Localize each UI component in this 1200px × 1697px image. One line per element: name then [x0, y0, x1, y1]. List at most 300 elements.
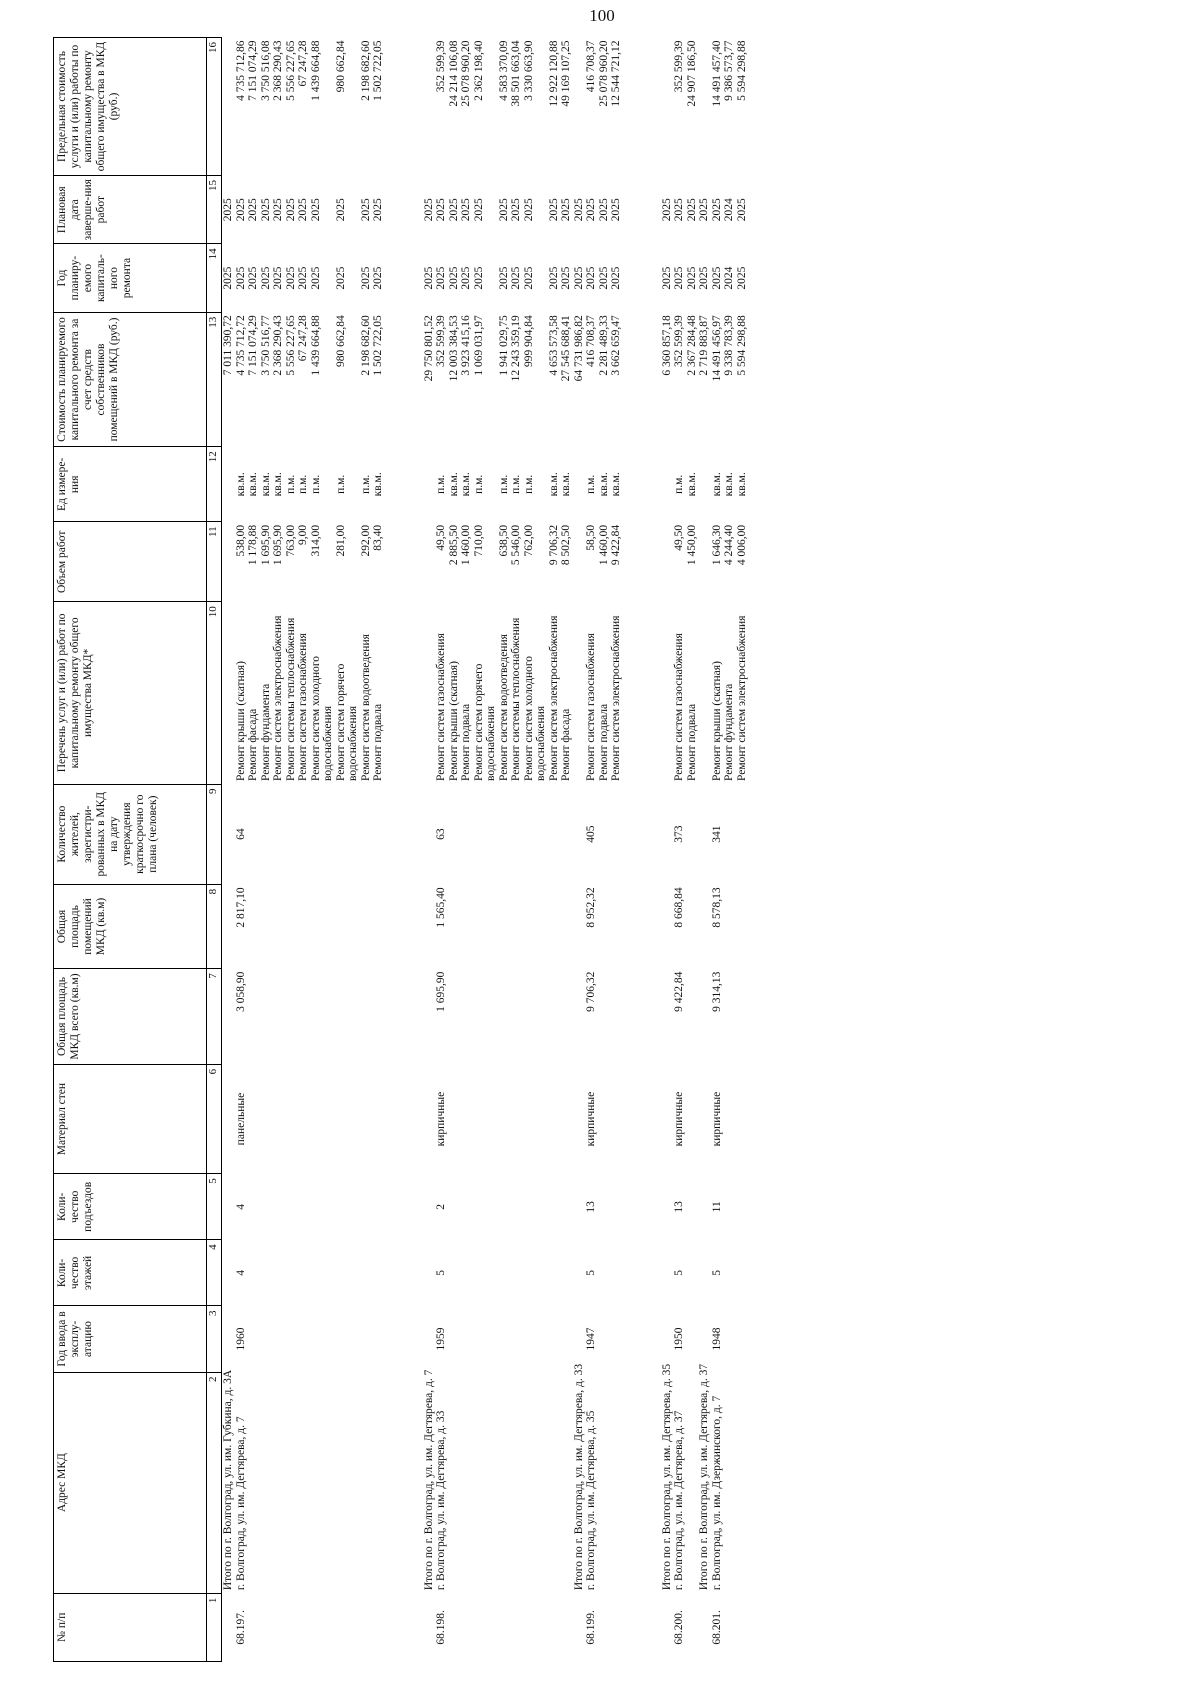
row-number — [335, 1593, 360, 1661]
residents-cell — [448, 784, 461, 884]
entrances-cell — [523, 1174, 548, 1240]
column-header: Материал стен — [54, 1064, 207, 1173]
year-built-cell: 1948 — [710, 1327, 723, 1351]
floors-cell — [448, 1240, 461, 1306]
column-header: Объем работ — [54, 522, 207, 602]
total-row — [423, 38, 436, 1662]
planned-cost-cell: 2 719 883,87 — [698, 315, 710, 376]
total-area-cell — [372, 969, 385, 1065]
rooms-area-cell — [247, 884, 260, 968]
rooms-area-cell: 8 952,32 — [585, 887, 597, 928]
floors-cell — [698, 1240, 711, 1306]
entrances-cell — [473, 1174, 498, 1240]
entrances-cell: 13 — [585, 1201, 597, 1213]
completion-year-cell: 2025 — [435, 198, 447, 222]
work-volume-cell — [423, 522, 436, 602]
wall-material-cell — [598, 1064, 611, 1173]
year-built-cell — [610, 1306, 623, 1372]
address-cell — [372, 1372, 385, 1593]
unit-cell: п.м. — [497, 474, 510, 494]
address-cell: г. Волгоград, ул. им. Дегтярева, д. 33 — [435, 1410, 447, 1591]
limit-cost-cell: 14 491 457,40 — [710, 40, 723, 107]
unit-cell: кв.м. — [547, 472, 560, 497]
completion-year-cell: 2025 — [309, 198, 322, 222]
row-number — [573, 1593, 586, 1661]
floors-cell — [247, 1240, 260, 1306]
floors-cell — [736, 1240, 749, 1306]
work-volume-cell: 49,50 — [435, 524, 447, 551]
column-header: Год ввода в эксплу-атацию — [54, 1306, 207, 1372]
work-type-cell: Ремонт системы теплоснабжения — [510, 617, 522, 782]
wall-material-cell — [260, 1064, 273, 1173]
entrances-cell — [460, 1174, 473, 1240]
work-volume-cell: 281,00 — [334, 524, 347, 557]
planned-year-cell: 2025 — [585, 266, 597, 290]
column-number: 7 — [207, 969, 222, 1065]
unit-cell: п.м. — [334, 474, 347, 494]
floors-cell: 5 — [710, 1270, 723, 1276]
planned-cost-cell: 3 662 659,47 — [610, 315, 622, 376]
total-area-cell: 1 695,90 — [435, 971, 447, 1012]
row-number — [498, 1593, 511, 1661]
rooms-area-cell — [723, 884, 736, 968]
total-area-cell — [661, 969, 674, 1065]
work-volume-cell: 9 706,32 — [547, 524, 560, 566]
wall-material-cell: кирпичные — [673, 1091, 685, 1147]
year-built-cell — [335, 1306, 360, 1372]
rooms-area-cell — [736, 884, 749, 968]
total-area-cell — [523, 969, 548, 1065]
planned-cost-cell: 2 281 489,33 — [597, 315, 610, 376]
year-built-cell — [573, 1306, 586, 1372]
spacer-row — [623, 38, 661, 1662]
work-volume-cell: 2 885,50 — [447, 524, 460, 566]
wall-material-cell — [473, 1064, 498, 1173]
unit-cell: п.м. — [297, 474, 309, 494]
planned-cost-cell: 2 198 682,60 — [359, 315, 372, 376]
residents-cell — [460, 784, 473, 884]
total-area-cell — [297, 969, 310, 1065]
row-number — [448, 1593, 461, 1661]
work-type-cell: Ремонт систем газоснабжения — [673, 633, 685, 782]
work-type-cell — [698, 602, 711, 784]
work-volume-cell: 83,40 — [372, 524, 384, 551]
wall-material-cell — [372, 1064, 385, 1173]
entrances-cell — [723, 1174, 736, 1240]
total-area-cell — [260, 969, 273, 1065]
completion-year-cell: 2025 — [284, 198, 297, 222]
column-header: Плановая дата заверше-ния работ — [54, 176, 207, 244]
year-built-cell — [723, 1306, 736, 1372]
wall-material-cell — [510, 1064, 523, 1173]
completion-year-cell: 2025 — [247, 198, 259, 222]
column-number: 8 — [207, 884, 222, 968]
work-volume-cell: 292,00 — [359, 524, 372, 557]
completion-year-cell: 2025 — [585, 198, 597, 222]
row-number — [661, 1593, 674, 1661]
wall-material-cell — [698, 1064, 711, 1173]
entrances-cell — [423, 1174, 436, 1240]
planned-cost-cell: 12 003 384,53 — [447, 315, 460, 382]
work-volume-cell: 638,50 — [497, 524, 510, 557]
limit-cost-cell: 352 599,39 — [435, 40, 447, 93]
row-number — [598, 1593, 611, 1661]
work-type-cell — [222, 602, 235, 784]
row-number — [610, 1593, 623, 1661]
entrances-cell — [360, 1174, 373, 1240]
planned-year-cell: 2025 — [685, 266, 698, 290]
completion-year-cell: 2025 — [522, 198, 535, 222]
address-cell — [310, 1372, 335, 1593]
wall-material-cell: кирпичные — [435, 1091, 447, 1147]
wall-material-cell — [686, 1064, 699, 1173]
floors-cell — [510, 1240, 523, 1306]
year-built-cell — [661, 1306, 674, 1372]
address-cell — [247, 1372, 260, 1593]
unit-cell — [573, 447, 586, 522]
year-built-cell — [372, 1306, 385, 1372]
planned-cost-cell: 352 599,39 — [435, 315, 447, 367]
limit-cost-cell: 4 583 370,09 — [497, 40, 510, 101]
planned-cost-cell: 4 653 573,58 — [547, 315, 560, 376]
row-number — [473, 1593, 498, 1661]
year-built-cell: 1950 — [673, 1327, 685, 1351]
unit-cell: кв.м. — [723, 472, 735, 497]
row-number — [560, 1593, 573, 1661]
table-row — [585, 38, 598, 1662]
residents-cell: 373 — [673, 825, 685, 843]
total-area-cell: 9 422,84 — [673, 971, 685, 1012]
column-header: Коли-чество этажей — [54, 1240, 207, 1306]
table-row — [297, 38, 310, 1662]
residents-cell — [260, 784, 273, 884]
entrances-cell — [285, 1174, 298, 1240]
entrances-cell — [335, 1174, 360, 1240]
wall-material-cell — [423, 1064, 436, 1173]
completion-year-cell: 2025 — [673, 198, 685, 222]
total-area-cell — [335, 969, 360, 1065]
limit-cost-cell: 416 708,37 — [585, 40, 597, 93]
residents-cell — [548, 784, 561, 884]
column-header: № п/п — [54, 1593, 207, 1661]
total-area-cell — [498, 969, 511, 1065]
wall-material-cell: кирпичные — [710, 1091, 723, 1147]
completion-year-cell: 2025 — [297, 198, 309, 222]
work-volume-cell: 4 006,00 — [735, 524, 748, 566]
floors-cell — [285, 1240, 298, 1306]
residents-cell — [610, 784, 623, 884]
residents-cell — [560, 784, 573, 884]
residents-cell — [272, 784, 285, 884]
unit-cell: кв.м. — [234, 472, 247, 497]
column-number: 10 — [207, 602, 222, 784]
year-built-cell — [260, 1306, 273, 1372]
year-built-cell — [548, 1306, 561, 1372]
residents-cell — [372, 784, 385, 884]
year-built-cell — [598, 1306, 611, 1372]
completion-year-cell: 2025 — [497, 198, 510, 222]
floors-cell — [548, 1240, 561, 1306]
planned-year-cell: 2025 — [510, 266, 522, 290]
year-built-cell — [523, 1306, 548, 1372]
floors-cell — [260, 1240, 273, 1306]
floors-cell: 4 — [234, 1270, 247, 1276]
column-number: 16 — [207, 38, 222, 176]
total-area-cell — [247, 969, 260, 1065]
address-cell — [560, 1372, 573, 1593]
planned-cost-cell: 9 338 783,39 — [723, 315, 735, 376]
total-area-cell — [423, 969, 436, 1065]
work-type-cell: Ремонт систем газоснабжения — [435, 633, 447, 782]
planned-year-cell: 2025 — [673, 266, 685, 290]
floors-cell — [297, 1240, 310, 1306]
completion-year-cell: 2025 — [359, 198, 372, 222]
row-number — [272, 1593, 285, 1661]
unit-cell: кв.м. — [247, 472, 259, 497]
year-built-cell — [247, 1306, 260, 1372]
planned-year-cell: 2025 — [222, 266, 234, 290]
limit-cost-cell: 25 078 960,20 — [597, 40, 610, 107]
year-built-cell — [310, 1306, 335, 1372]
total-area-cell: 9 314,13 — [710, 971, 723, 1012]
row-number — [686, 1593, 699, 1661]
work-type-cell: Ремонт фасада — [247, 708, 259, 782]
year-built-cell: 1959 — [435, 1327, 447, 1351]
entrances-cell — [698, 1174, 711, 1240]
planned-cost-cell: 2 368 290,43 — [272, 315, 284, 376]
work-volume-cell: 58,50 — [585, 524, 597, 551]
column-number: 15 — [207, 176, 222, 244]
floors-cell — [560, 1240, 573, 1306]
entrances-cell — [548, 1174, 561, 1240]
total-area-cell — [272, 969, 285, 1065]
planned-year-cell: 2025 — [497, 266, 510, 290]
total-area-cell — [360, 969, 373, 1065]
entrances-cell — [372, 1174, 385, 1240]
unit-cell: п.м. — [284, 474, 297, 494]
completion-year-cell: 2025 — [422, 198, 435, 222]
residents-cell — [736, 784, 749, 884]
rooms-area-cell — [473, 884, 498, 968]
work-type-cell: Ремонт систем водоотведения — [497, 634, 510, 782]
wall-material-cell — [573, 1064, 586, 1173]
row-number — [723, 1593, 736, 1661]
planned-cost-cell: 3 750 516,77 — [259, 315, 272, 376]
address-cell — [598, 1372, 611, 1593]
table-row — [560, 38, 573, 1662]
year-built-cell — [698, 1306, 711, 1372]
residents-cell — [510, 784, 523, 884]
table-row — [285, 38, 298, 1662]
total-area-cell — [698, 969, 711, 1065]
limit-cost-cell: 38 501 663,04 — [510, 40, 522, 107]
limit-cost-cell: 24 907 186,50 — [685, 40, 698, 107]
unit-cell: кв.м. — [372, 472, 384, 497]
rooms-area-cell: 8 668,84 — [673, 887, 685, 928]
planned-year-cell: 2025 — [660, 266, 673, 290]
planned-year-cell: 2025 — [522, 266, 535, 290]
limit-cost-cell: 3 750 516,08 — [259, 40, 272, 101]
work-volume-cell: 49,50 — [673, 524, 685, 551]
entrances-cell: 13 — [673, 1201, 685, 1213]
completion-year-cell: 2025 — [447, 198, 460, 222]
rooms-area-cell — [222, 884, 235, 968]
column-number: 5 — [207, 1174, 222, 1240]
rooms-area-cell — [423, 884, 436, 968]
completion-year-cell: 2025 — [372, 198, 384, 222]
work-volume-cell: 538,00 — [234, 524, 247, 557]
planned-cost-cell: 999 904,84 — [522, 315, 535, 367]
work-volume-cell: 1 178,88 — [247, 524, 259, 566]
floors-cell — [661, 1240, 674, 1306]
wall-material-cell — [460, 1064, 473, 1173]
unit-cell: кв.м. — [735, 472, 748, 497]
column-header: Ед измере-ния — [54, 447, 207, 522]
residents-cell — [247, 784, 260, 884]
unit-cell: п.м. — [510, 474, 522, 494]
address-cell: Итого по г. Волгоград, ул. им. Дегтярева, д. 37 — [698, 1363, 710, 1591]
planned-year-cell: 2025 — [309, 266, 322, 290]
total-area-cell — [686, 969, 699, 1065]
floors-cell — [686, 1240, 699, 1306]
work-type-cell: Ремонт систем водоотведения — [359, 634, 372, 782]
total-area-cell — [285, 969, 298, 1065]
table-row — [260, 38, 273, 1662]
planned-year-cell: 2025 — [334, 266, 347, 290]
wall-material-cell — [360, 1064, 373, 1173]
residents-cell — [723, 784, 736, 884]
total-area-cell — [310, 969, 335, 1065]
floors-cell — [310, 1240, 335, 1306]
unit-cell: кв.м. — [610, 472, 622, 497]
planned-year-cell: 2025 — [259, 266, 272, 290]
work-type-cell: Ремонт фундамента — [259, 683, 272, 782]
work-type-cell: Ремонт систем холодного водоснабжения — [309, 655, 334, 782]
total-area-cell — [473, 969, 498, 1065]
rooms-area-cell: 8 578,13 — [710, 887, 723, 928]
row-number — [523, 1593, 548, 1661]
total-area-cell — [573, 969, 586, 1065]
residents-cell — [360, 784, 373, 884]
address-cell — [686, 1372, 699, 1593]
work-volume-cell — [698, 522, 711, 602]
address-cell: г. Волгоград, ул. им. Дегтярева, д. 7 — [234, 1416, 247, 1591]
row-number — [736, 1593, 749, 1661]
completion-year-cell: 2025 — [597, 198, 610, 222]
column-number: 13 — [207, 312, 222, 446]
wall-material-cell — [736, 1064, 749, 1173]
total-area-cell — [510, 969, 523, 1065]
work-type-cell — [661, 602, 674, 784]
total-area-cell — [460, 969, 473, 1065]
spacer-cell — [623, 38, 661, 1662]
limit-cost-cell: 2 198 682,60 — [359, 40, 372, 101]
completion-year-cell: 2025 — [610, 198, 622, 222]
limit-cost-cell: 12 544 721,12 — [610, 40, 622, 107]
wall-material-cell: панельные — [234, 1092, 247, 1146]
planned-cost-cell: 12 243 359,19 — [510, 315, 522, 382]
rooms-area-cell — [661, 884, 674, 968]
wall-material-cell — [661, 1064, 674, 1173]
unit-cell: п.м. — [472, 474, 485, 494]
total-area-cell — [448, 969, 461, 1065]
row-number: 68.201. — [710, 1610, 723, 1645]
rooms-area-cell — [460, 884, 473, 968]
column-header: Год планиру-емого капиталь-ного ремонта — [54, 244, 207, 312]
planned-year-cell: 2025 — [735, 266, 748, 290]
planned-year-cell: 2025 — [460, 266, 472, 290]
year-built-cell: 1960 — [234, 1327, 247, 1351]
address-cell — [460, 1372, 473, 1593]
floors-cell — [372, 1240, 385, 1306]
planned-cost-cell: 29 750 801,52 — [422, 315, 435, 382]
wall-material-cell — [272, 1064, 285, 1173]
address-cell: г. Волгоград, ул. им. Дегтярева, д. 37 — [673, 1410, 685, 1591]
work-volume-cell: 5 546,00 — [510, 524, 522, 566]
unit-cell: кв.м. — [710, 472, 723, 497]
completion-year-cell: 2025 — [472, 198, 485, 222]
year-built-cell — [448, 1306, 461, 1372]
completion-year-cell: 2025 — [222, 198, 234, 222]
column-number: 9 — [207, 784, 222, 884]
address-cell — [510, 1372, 523, 1593]
entrances-cell — [297, 1174, 310, 1240]
residents-cell — [297, 784, 310, 884]
column-number: 3 — [207, 1306, 222, 1372]
column-number: 11 — [207, 522, 222, 602]
row-number — [247, 1593, 260, 1661]
total-row — [222, 38, 235, 1662]
entrances-cell — [247, 1174, 260, 1240]
floors-cell — [335, 1240, 360, 1306]
table-row — [510, 38, 523, 1662]
work-type-cell: Ремонт подвала — [372, 703, 384, 782]
unit-cell: п.м. — [359, 474, 372, 494]
table-row — [310, 38, 335, 1662]
limit-cost-cell: 1 502 722,05 — [372, 40, 384, 101]
rooms-area-cell — [448, 884, 461, 968]
floors-cell: 5 — [673, 1270, 685, 1276]
planned-cost-cell: 5 594 298,88 — [735, 315, 748, 376]
unit-cell: кв.м. — [272, 472, 284, 497]
spacer-cell — [385, 38, 423, 1662]
work-volume-cell: 762,00 — [522, 524, 535, 557]
residents-cell: 405 — [585, 825, 597, 843]
limit-cost-cell: 3 330 663,90 — [522, 40, 535, 101]
residents-cell — [698, 784, 711, 884]
rooms-area-cell — [372, 884, 385, 968]
address-cell — [260, 1372, 273, 1593]
work-type-cell: Ремонт подвала — [685, 703, 698, 782]
planned-year-cell: 2025 — [234, 266, 247, 290]
planned-year-cell: 2025 — [359, 266, 372, 290]
wall-material-cell — [523, 1064, 548, 1173]
row-number — [222, 1593, 235, 1661]
work-type-cell: Ремонт систем газоснабжения — [585, 633, 597, 782]
address-cell: Итого по г. Волгоград, ул. им. Дегтярева, д. 33 — [572, 1363, 585, 1591]
wall-material-cell — [247, 1064, 260, 1173]
row-number — [510, 1593, 523, 1661]
floors-cell — [423, 1240, 436, 1306]
floors-cell — [523, 1240, 548, 1306]
planned-cost-cell: 1 439 664,88 — [309, 315, 322, 376]
year-built-cell — [222, 1306, 235, 1372]
residents-cell: 64 — [234, 828, 247, 840]
address-cell — [297, 1372, 310, 1593]
address-cell — [335, 1372, 360, 1593]
address-cell: Итого по г. Волгоград, ул. им. Дегтярева, д. 35 — [660, 1363, 673, 1591]
rooms-area-cell — [560, 884, 573, 968]
